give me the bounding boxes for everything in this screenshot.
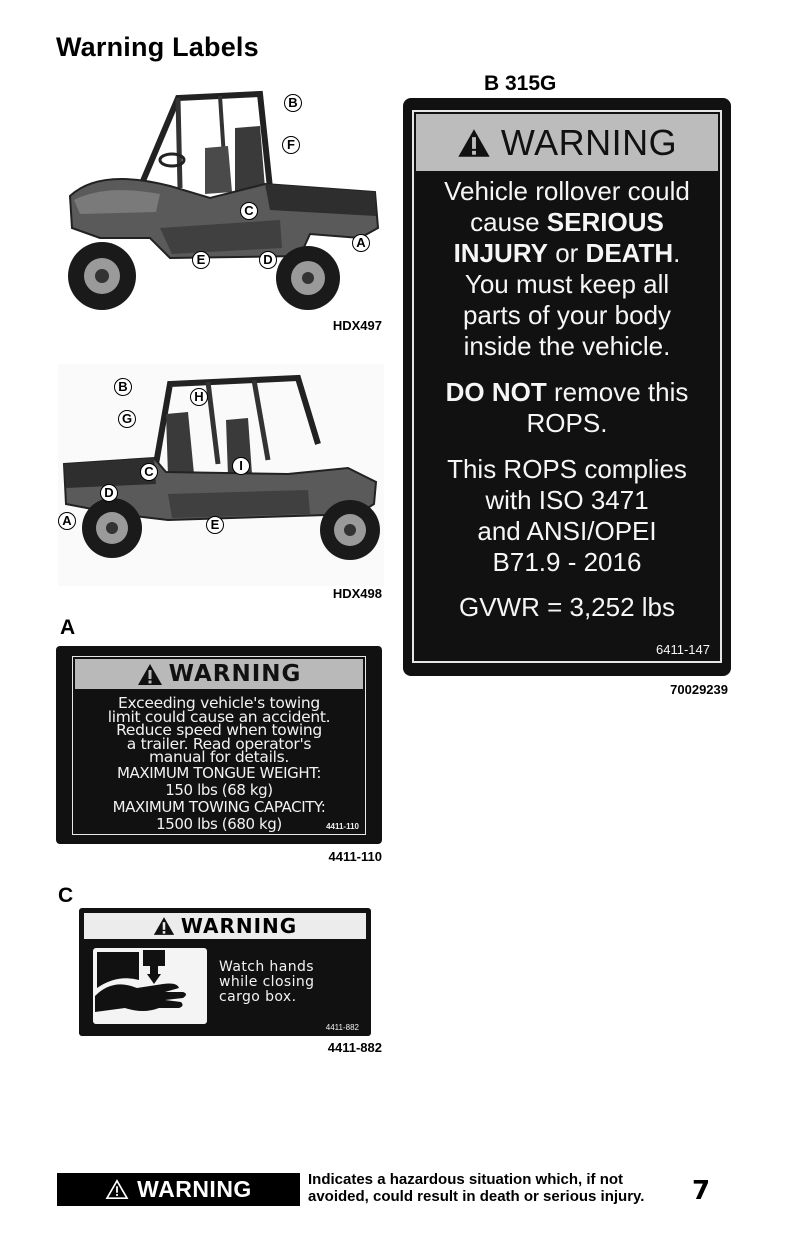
callout-b: B [114,378,132,396]
figure-caption-70029239: 70029239 [670,682,728,697]
label-b-text: . [673,238,681,268]
callout-g: G [118,410,136,428]
page-number: 7 [692,1176,711,1206]
label-a-line: manual for details. [148,748,290,766]
warning-triangle-outline-icon [105,1179,129,1200]
label-b-line: parts of your body [462,300,672,330]
label-c-line: while closing [219,974,315,990]
label-a-tongue-value: 150 lbs (68 kg) [165,780,273,799]
label-c-header [84,913,366,939]
callout-i: I [232,457,250,475]
label-a-body [73,694,365,833]
label-a-line: a trailer. Read operator's [126,734,312,753]
label-b-emphasis: SERIOUS [546,207,664,237]
label-a-code: 4411-110 [326,822,359,831]
warning-triangle-icon [137,663,163,686]
label-b-line: This ROPS complies [447,454,687,484]
warning-label-a [56,646,382,844]
vehicle-4seat-svg [58,364,384,586]
callout-c: C [140,463,158,481]
label-b-line [414,207,720,238]
label-a-capacity-value: 1500 lbs (680 kg) [156,814,282,833]
label-b-emphasis: INJURY [453,238,548,268]
label-b-line: and ANSI/OPEI [477,516,657,546]
footer-line: Indicates a hazardous situation which, if not [308,1171,624,1188]
label-a-header [75,659,363,689]
label-b-line [414,238,720,269]
label-a-line: Reduce speed when towing [116,721,322,739]
label-c-line: Watch hands [219,959,314,975]
figure-caption-hdx498: HDX498 [332,586,382,601]
footer-line: avoided, could result in death or serious injury. [308,1188,645,1205]
footer-badge-text: WARNING [137,1176,252,1202]
label-b-code: 6411-147 [656,642,710,657]
label-a-line: limit could cause an accident. [107,707,331,726]
label-b-text: or [547,238,586,268]
label-b-text: remove this [546,377,689,407]
callout-a: A [352,234,370,252]
label-a-tongue-label: MAXIMUM TONGUE WEIGHT: [117,763,321,782]
label-b-emphasis: DO NOT [445,377,547,407]
vehicle-2seat-svg [60,88,382,320]
section-letter-a: A [60,616,76,639]
label-b-text: cause [470,207,547,237]
label-b-gvwr: GVWR = 3,252 lbs [458,592,676,622]
warning-label-b-rops [403,98,731,676]
label-b-line: with ISO 3471 [485,485,649,515]
figure-caption-hdx497: HDX497 [332,318,382,333]
label-a-header-text: WARNING [168,661,302,687]
hand-crush-icon [93,948,207,1024]
section-letter-b: B 315G [484,72,557,95]
footer-warning-badge [57,1173,300,1206]
hand-pinch-pictogram [93,948,207,1024]
vehicle-illustration-hdx498 [58,364,384,586]
label-b-line [414,377,720,408]
footer-definition [308,1171,644,1205]
figure-caption-4411-882: 4411-882 [327,1040,382,1055]
label-c-header-text: WARNING [180,914,298,938]
label-c-text [219,960,314,1005]
label-a-frame [72,656,366,835]
warning-label-c [79,908,371,1036]
callout-b: B [284,94,302,112]
figure-caption-4411-110: 4411-110 [328,849,382,864]
label-b-line: You must keep all [464,269,670,299]
label-b-line: ROPS. [526,408,608,438]
label-b-line: B71.9 - 2016 [492,547,642,577]
label-b-frame [412,110,722,663]
callout-e: E [206,516,224,534]
label-b-emphasis: DEATH [585,238,674,268]
warning-triangle-icon [457,128,491,158]
label-a-line: Exceeding vehicle's towing [118,694,320,712]
callout-e: E [192,251,210,269]
callout-f: F [282,136,300,154]
section-letter-c: C [58,884,74,907]
callout-d: D [259,251,277,269]
warning-triangle-icon [153,916,175,936]
label-a-capacity-label: MAXIMUM TOWING CAPACITY: [112,797,326,816]
label-b-body [414,176,720,623]
callout-a: A [58,512,76,530]
callout-c: C [240,202,258,220]
callout-h: H [190,388,208,406]
label-c-line: cargo box. [219,989,297,1005]
callout-d: D [100,484,118,502]
page-title: Warning Labels [56,32,259,62]
label-c-code: 4411-882 [325,1023,359,1032]
label-b-line: inside the vehicle. [463,331,671,361]
label-b-header [416,114,718,171]
label-b-header-text: WARNING [500,121,678,163]
vehicle-illustration-hdx497 [60,88,382,320]
label-b-line: Vehicle rollover could [444,176,690,206]
